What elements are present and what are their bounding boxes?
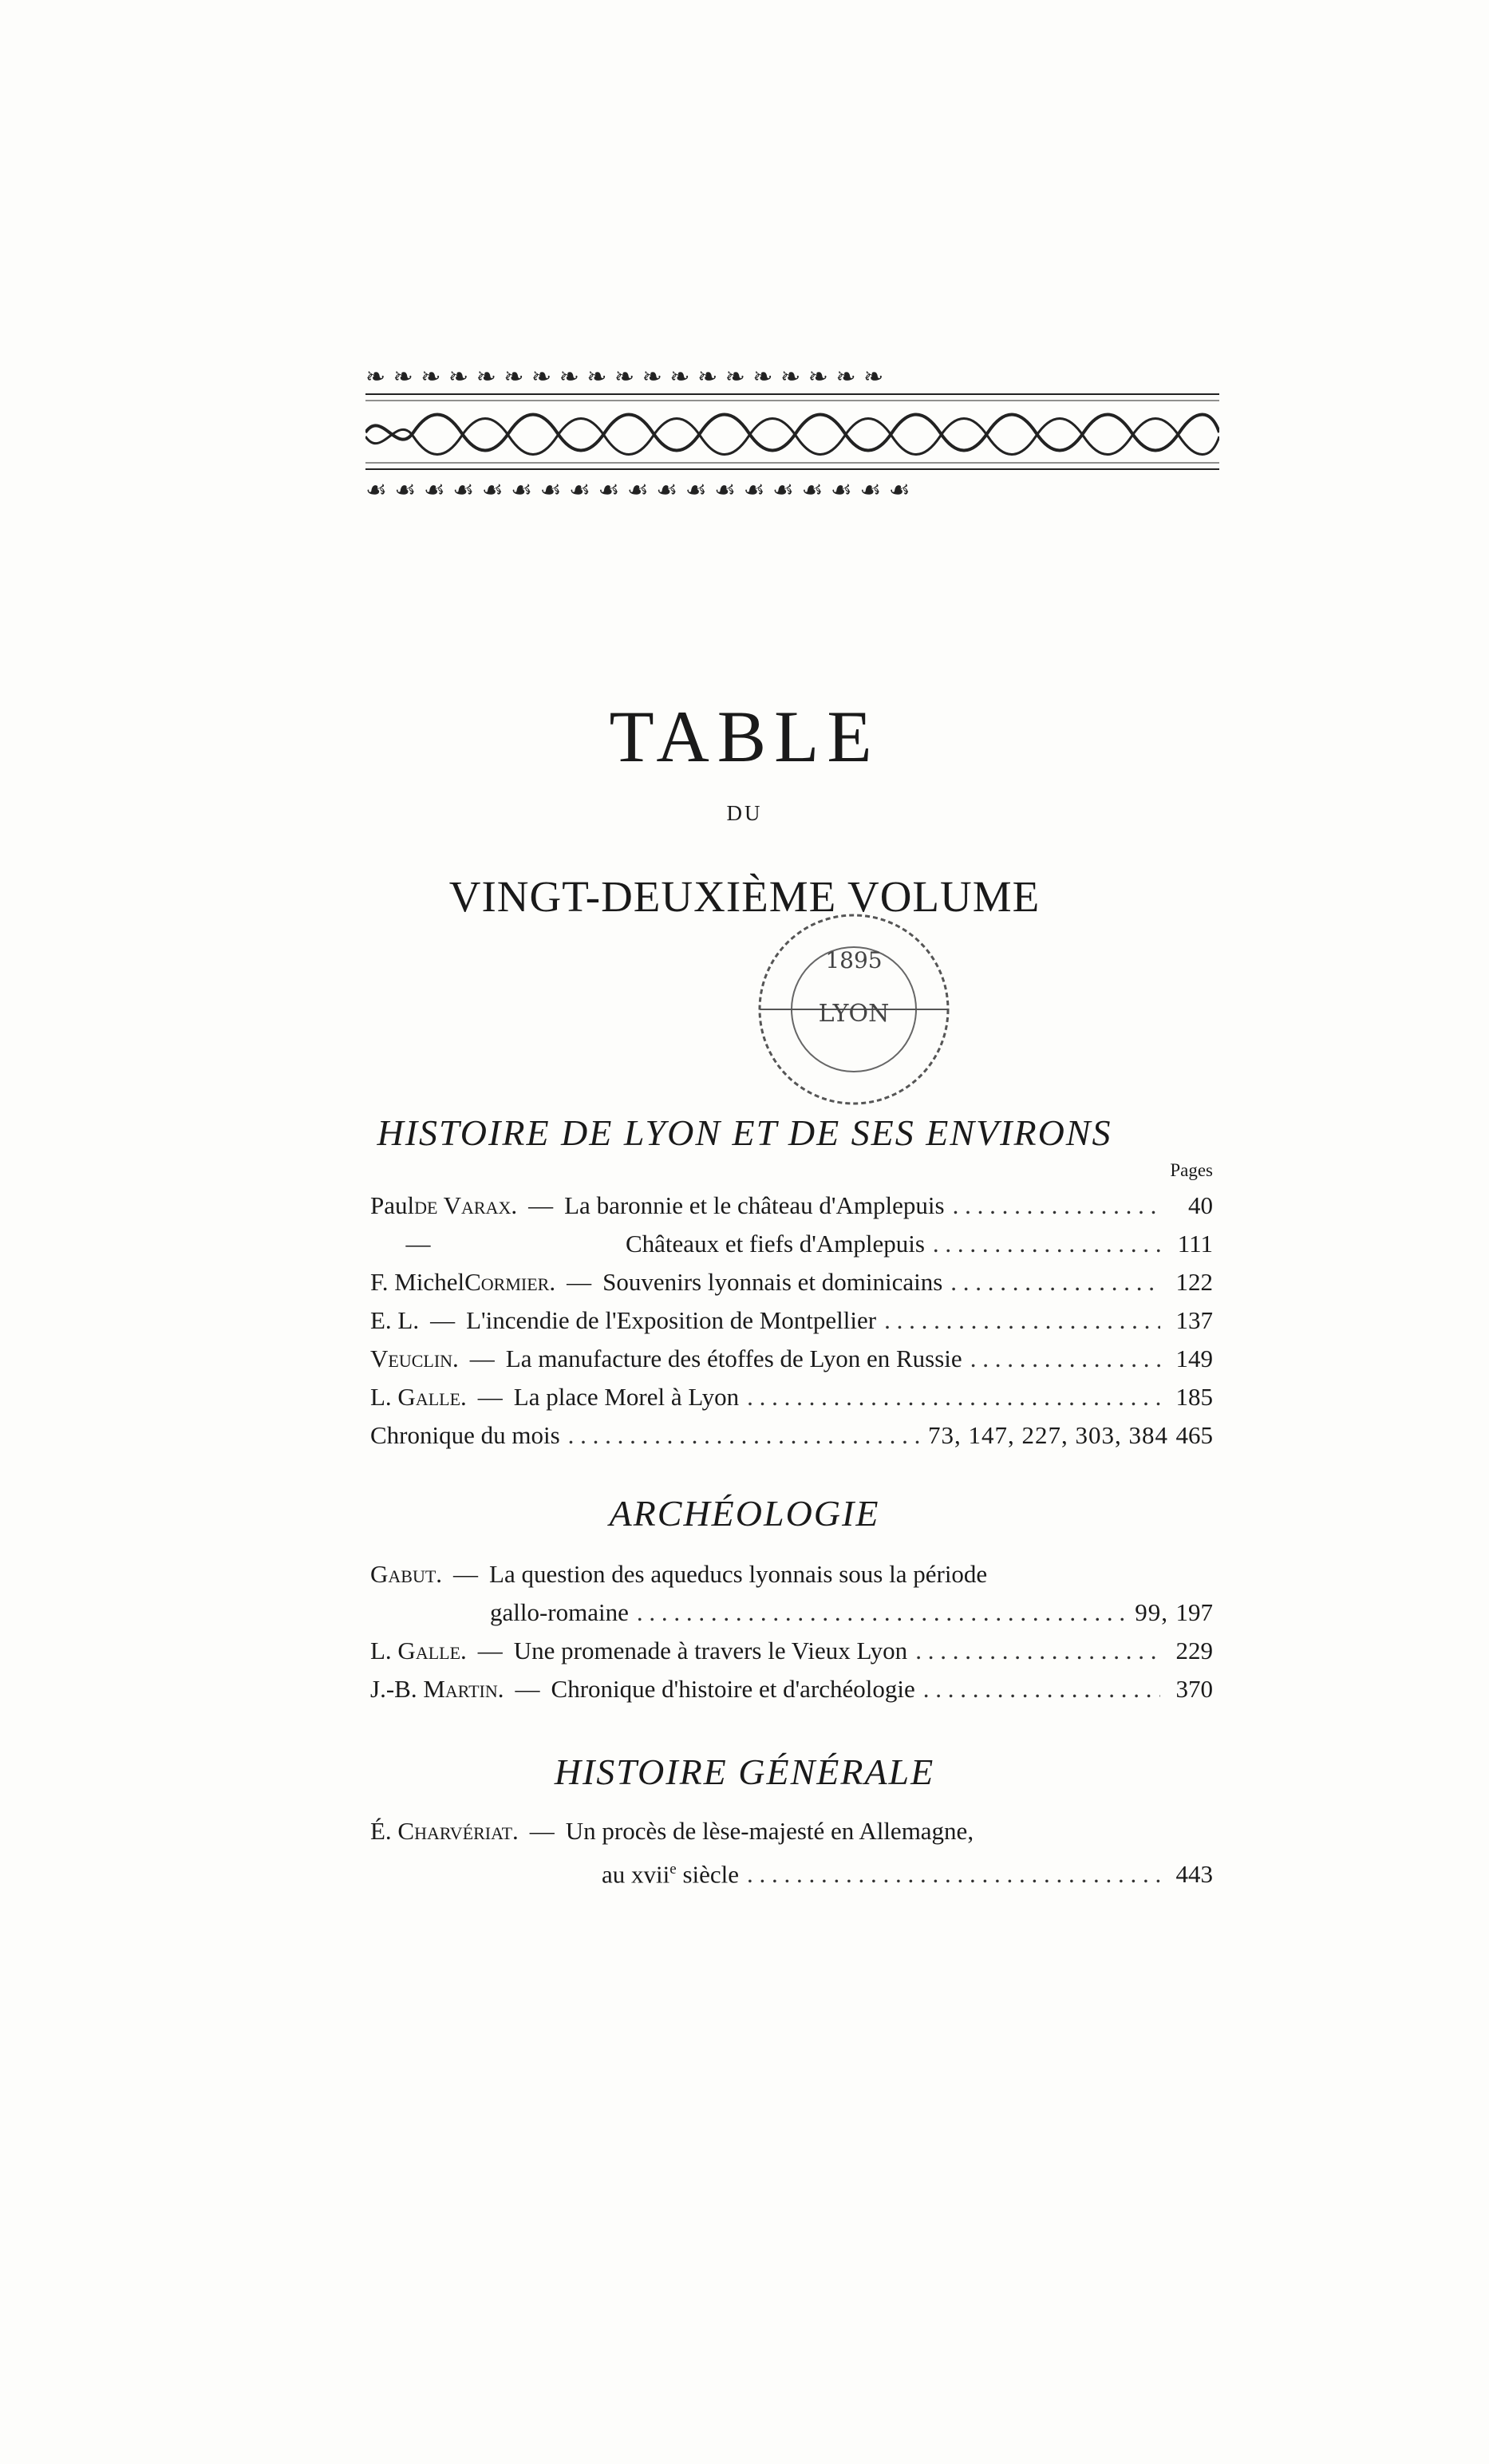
- separator-dash: —: [477, 1637, 503, 1664]
- entry-title: La place Morel à Lyon: [513, 1383, 740, 1411]
- continuation-pre: au xvii: [602, 1860, 670, 1889]
- page-number: 122: [1175, 1268, 1213, 1296]
- toc-entry: [370, 1341, 1213, 1377]
- entry-title: Une promenade à travers le Vieux Lyon: [513, 1637, 908, 1664]
- leader-dots: [568, 1417, 920, 1454]
- section-title-histoire-lyon: HISTOIRE DE LYON ET DE SES ENVIRONS: [377, 1112, 1112, 1153]
- page-number: 465: [1175, 1421, 1213, 1449]
- entry-title: Châteaux et fiefs d'Amplepuis: [626, 1230, 925, 1258]
- toc-entry: [370, 1813, 1213, 1850]
- entry-title: La manufacture des étoffes de Lyon en Russie: [505, 1345, 962, 1372]
- leader-dots: [950, 1264, 1160, 1301]
- author-prefix: F. Michel: [370, 1268, 465, 1296]
- author-name: L. Galle.: [370, 1383, 467, 1411]
- ornament-scroll: [365, 415, 1219, 455]
- leader-dots: [747, 1379, 1160, 1416]
- page-number: 185: [1175, 1383, 1213, 1411]
- entry-title-continuation: gallo-romaine: [490, 1598, 629, 1626]
- ordinal-superscript: e: [669, 1861, 677, 1878]
- separator-dash: —: [477, 1383, 503, 1411]
- page-number: 111: [1177, 1230, 1213, 1258]
- continuation-post: siècle: [676, 1860, 740, 1889]
- separator-dash: —: [515, 1675, 540, 1703]
- separator-dash: —: [528, 1191, 554, 1219]
- leader-dots: [884, 1302, 1160, 1339]
- toc-entry: [370, 1264, 1213, 1301]
- leader-dots: [747, 1856, 1160, 1893]
- section-title-archeologie: ARCHÉOLOGIE: [609, 1493, 880, 1534]
- title-connector: DU: [726, 801, 763, 825]
- author-name: L. Galle.: [370, 1637, 467, 1664]
- volume-title: VINGT-DEUXIÈME VOLUME: [448, 872, 1041, 921]
- page-number-first: 99,: [1135, 1598, 1168, 1626]
- separator-dash: —: [430, 1306, 456, 1334]
- pages-column-label: Pages: [1170, 1160, 1213, 1180]
- leader-dots: [933, 1226, 1160, 1262]
- author-prefix: Paul: [370, 1191, 415, 1219]
- leader-dots: [637, 1594, 1127, 1631]
- ornament-top-row: [365, 363, 883, 391]
- entry-title: Un procès de lèse-majesté en Allemagne,: [565, 1817, 974, 1845]
- page-number: 137: [1175, 1306, 1213, 1334]
- author-name: J.-B. Martin.: [370, 1675, 504, 1703]
- page-number: 229: [1175, 1637, 1213, 1664]
- stamp-city: LYON: [818, 1000, 890, 1028]
- toc-entry: [370, 1379, 1213, 1416]
- author-name: Gabut.: [370, 1560, 443, 1588]
- svg-text:❧ ❧ ❧ ❧ ❧ ❧ ❧ ❧ ❧ ❧ ❧ ❧ ❧ ❧ ❧: ❧ ❧ ❧ ❧ ❧ ❧ ❧ ❧ ❧ ❧ ❧ ❧ ❧ ❧ ❧ ❧ ❧ ❧ ❧: [365, 363, 884, 391]
- leader-dots: [953, 1187, 1160, 1224]
- ornament-bottom-row: [365, 476, 910, 504]
- separator-dash: —: [469, 1345, 495, 1372]
- author-name: Veuclin.: [370, 1345, 459, 1372]
- entry-title: La question des aqueducs lyonnais sous la période: [489, 1560, 988, 1588]
- author-name: É. Charvériat.: [370, 1817, 519, 1845]
- separator-dash: —: [453, 1560, 479, 1588]
- entry-title-continuation: [602, 1851, 739, 1893]
- separator-dash: —: [529, 1817, 555, 1845]
- toc-entry-continuation: [370, 1851, 1213, 1888]
- toc-entry: [370, 1187, 1213, 1224]
- stamp-year: 1895: [825, 947, 883, 973]
- page-number: 149: [1175, 1345, 1213, 1372]
- svg-text:☙ ☙ ☙ ☙ ☙ ☙ ☙ ☙ ☙ ☙ ☙ ☙ ☙ ☙ ☙: ☙ ☙ ☙ ☙ ☙ ☙ ☙ ☙ ☙ ☙ ☙ ☙ ☙ ☙ ☙ ☙ ☙ ☙ ☙: [365, 476, 910, 504]
- toc-entry: [370, 1671, 1213, 1708]
- entry-title: Chronique du mois: [370, 1421, 560, 1449]
- author-name: de Varax.: [414, 1191, 518, 1219]
- author-name: Cormier.: [464, 1268, 556, 1296]
- library-stamp: [750, 906, 958, 1113]
- page-number: 40: [1188, 1191, 1213, 1219]
- toc-entry-continuation: [370, 1594, 1213, 1631]
- toc-entry: [370, 1633, 1213, 1669]
- toc-entry: [370, 1226, 1213, 1262]
- author-name: E. L.: [370, 1306, 420, 1334]
- entry-title: Souvenirs lyonnais et dominicains: [602, 1268, 943, 1296]
- ditto-mark: —: [405, 1230, 431, 1258]
- page-list: 73, 147, 227, 303, 384: [928, 1421, 1168, 1449]
- page-title: TABLE: [609, 696, 880, 777]
- entry-title: Chronique d'histoire et d'archéologie: [551, 1675, 915, 1703]
- separator-dash: —: [567, 1268, 592, 1296]
- page-number: 197: [1175, 1598, 1213, 1626]
- leader-dots: [923, 1671, 1160, 1708]
- toc-entry: [370, 1302, 1213, 1339]
- toc-entry: [370, 1417, 1213, 1454]
- page-number: 370: [1175, 1675, 1213, 1703]
- leader-dots: [915, 1633, 1160, 1669]
- entry-title: La baronnie et le château d'Amplepuis: [564, 1191, 945, 1219]
- leader-dots: [970, 1341, 1160, 1377]
- ornament-band: [365, 361, 1219, 504]
- entry-title: L'incendie de l'Exposition de Montpellier: [466, 1306, 877, 1334]
- section-title-histoire-generale: HISTOIRE GÉNÉRALE: [554, 1751, 935, 1792]
- toc-entry: [370, 1556, 1213, 1593]
- page-number: 443: [1175, 1860, 1213, 1889]
